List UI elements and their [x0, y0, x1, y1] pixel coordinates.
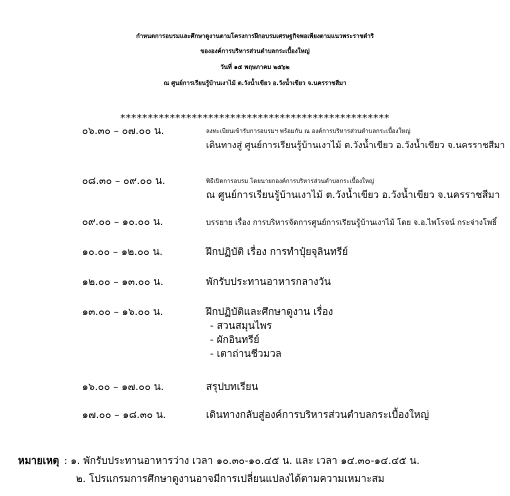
activity	[206, 409, 429, 423]
activity	[206, 125, 505, 153]
activity-line: ฝึกปฏิบัติและศึกษาดูงาน เรื่อง	[206, 307, 334, 318]
activity-line: สรุปบทเรียน	[206, 382, 259, 393]
activity-line: บรรยาย เรื่อง การบริหารจัดการศูนย์การเรียนรู้บ้านเงาไม้ โดย จ.อ.ไพโรจน์ กระจ่างโพธิ์	[206, 218, 497, 227]
activity-subitem: - เตาถ่านชีวมวล	[210, 349, 282, 360]
time-slot: ๐๖.๓๐ – ๐๗.๐๐ น.	[82, 126, 165, 137]
time-slot: ๐๙.๐๐ – ๑๐.๐๐ น.	[82, 217, 164, 228]
document-title: กำหนดการอบรมและศึกษาดูงานตามโครงการฝึกอบรมเศรษฐกิจพอเพียงตามแนวพระราชดำริ	[136, 33, 374, 40]
separator: *************************************************	[120, 113, 390, 124]
activity	[206, 246, 348, 260]
activity-line: พักรับประทานอาหารกลางวัน	[206, 277, 331, 288]
time-slot: ๑๗.๐๐ – ๑๘.๓๐ น.	[82, 410, 166, 421]
time-slot: ๑๓.๐๐ – ๑๖.๐๐ น.	[82, 307, 164, 318]
time-slot: ๑๖.๐๐ – ๑๗.๐๐ น.	[82, 382, 164, 393]
activity-line: เดินทางกลับสู่องค์การบริหารส่วนตำบลกระเบื้องใหญ่	[206, 410, 429, 421]
event-date: วันที่ ๑๕ พฤษภาคม ๒๕๖๒	[220, 64, 290, 71]
remarks-label: หมายเหตุ	[18, 456, 60, 467]
time-slot: ๑๒.๐๐ – ๑๓.๐๐ น.	[82, 277, 164, 288]
activity-line: ฝึกปฏิบัติ เรื่อง การทำปุ๋ยจุลินทรีย์	[206, 247, 348, 258]
organizer: ขององค์การบริหารส่วนตำบลกระเบื้องใหญ่	[200, 48, 310, 55]
activity-line: ณ ศูนย์การเรียนรู้บ้านเงาไม้ ต.วังน้ำเขียว อ.วังน้ำเขียว จ.นครราชสีมา	[206, 190, 500, 201]
activity	[206, 216, 497, 230]
activity	[206, 276, 331, 290]
activity	[206, 175, 500, 203]
activity	[206, 381, 258, 395]
activity-line: เดินทางสู่ ศูนย์การเรียนรู้บ้านเงาไม้ ต.วังน้ำเขียว อ.วังน้ำเขียว จ.นครราชสีมา	[206, 141, 505, 151]
remark-item: ๒. โปรแกรมการศึกษาดูงานอาจมีการเปลี่ยนแปลงได้ตามความเหมาะสม	[76, 474, 385, 485]
event-venue: ณ ศูนย์การเรียนรู้บ้านเงาไม้ ต.วังน้ำเขียว อ.วังน้ำเขียว จ.นครราชสีมา	[163, 80, 347, 87]
activity-subitem: - ผักอินทรีย์	[210, 335, 260, 346]
activity-line: พิธีเปิดการอบรม โดยนายกองค์การบริหารส่วนตำบลกระเบื้องใหญ่	[206, 178, 375, 185]
activity-line: ลงทะเบียนเข้ารับการอบรมฯ พร้อมกัน ณ องค์การบริหารส่วนตำบลกระเบื้องใหญ่	[206, 128, 411, 135]
remark-item: : ๑. พักรับประทานอาหารว่าง เวลา ๑๐.๓๐-๑๐.๔๕ น. และ เวลา ๑๔.๓๐-๑๔.๔๕ น.	[64, 456, 420, 467]
activity	[206, 306, 333, 362]
activity-subitem: - สวนสมุนไพร	[210, 321, 272, 332]
time-slot: ๐๘.๓๐ – ๐๙.๐๐ น.	[82, 176, 166, 187]
time-slot: ๑๐.๐๐ – ๑๒.๐๐ น.	[82, 247, 163, 258]
